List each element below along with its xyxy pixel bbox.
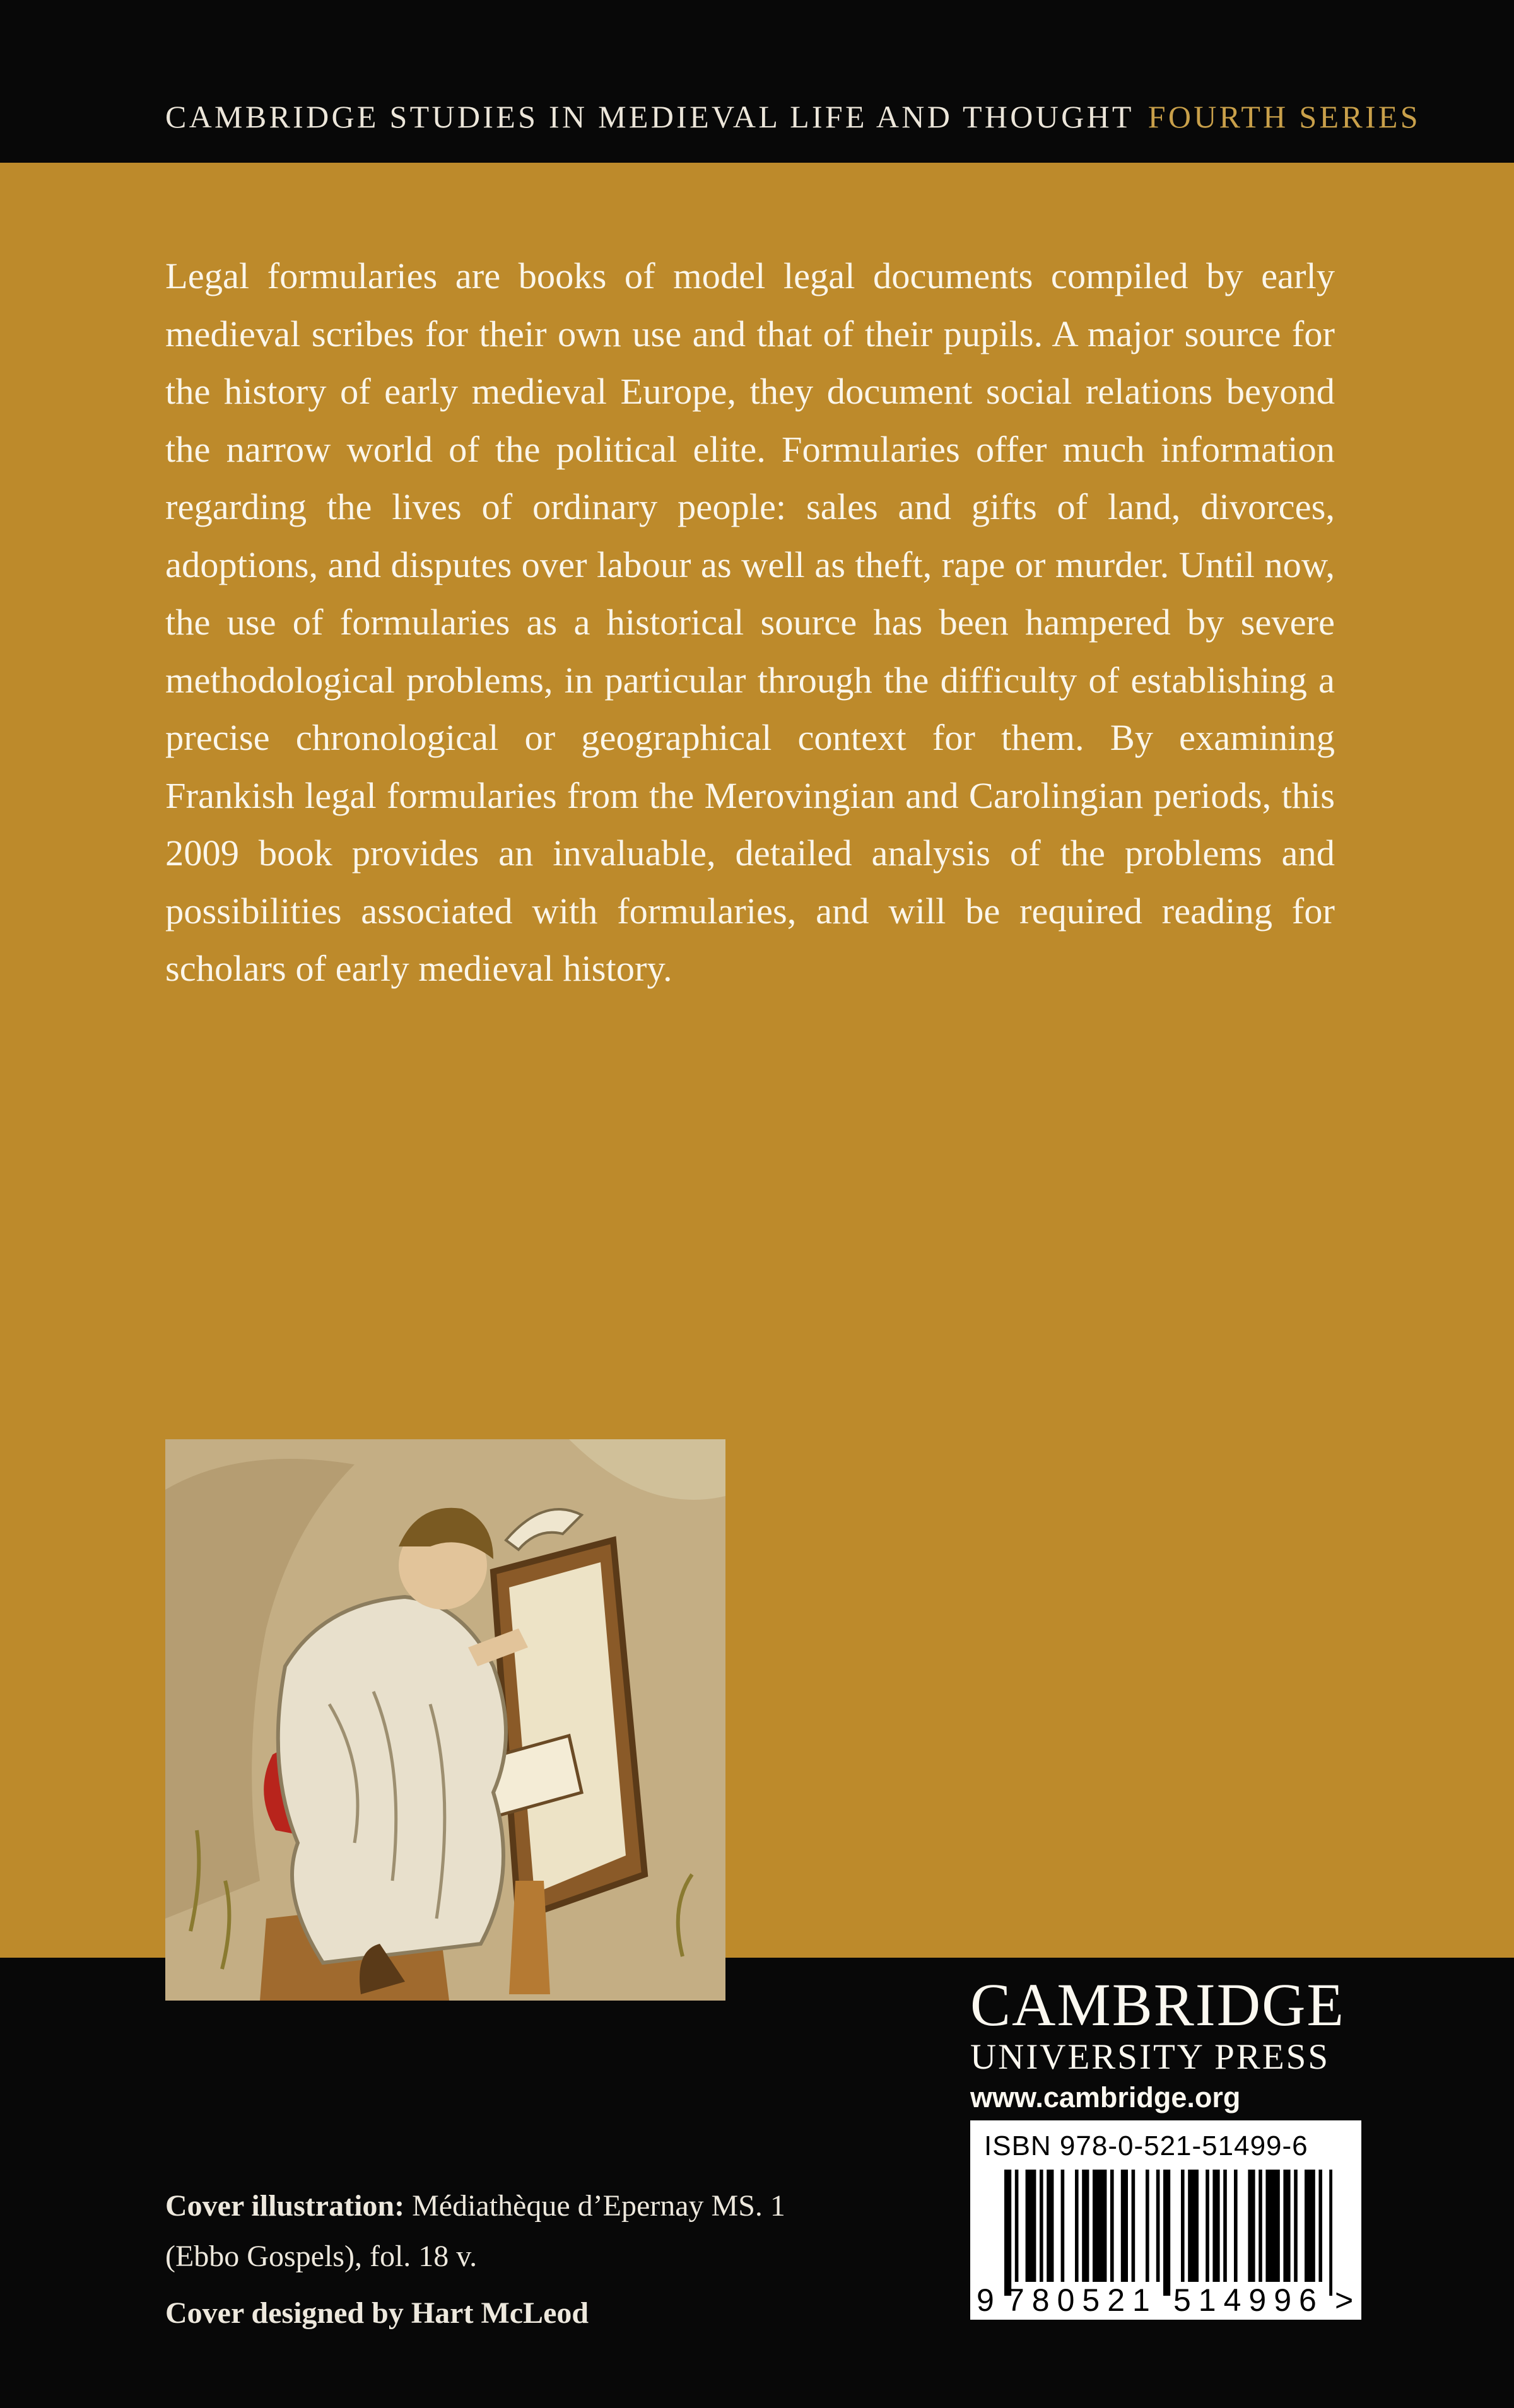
series-subtitle: FOURTH SERIES — [1147, 99, 1421, 134]
barcode-bar — [1082, 2170, 1089, 2282]
barcode-bar — [1329, 2170, 1332, 2296]
barcode-bar — [1223, 2170, 1227, 2282]
barcode-left-digits: 780521 — [1007, 2282, 1158, 2318]
barcode-bar — [1206, 2170, 1209, 2282]
barcode-bar — [1181, 2170, 1185, 2282]
isbn-label: ISBN 978-0-521-51499-6 — [984, 2130, 1308, 2161]
barcode-bar — [1121, 2170, 1128, 2282]
barcode-bar — [1248, 2170, 1255, 2282]
blurb-text: Legal formularies are books of model legal documents compiled by early medieval scribes for their own use and that of their pupils. A major source for the history of early medieval Europe, they document social relations beyond the narrow world of the political elite. Formularies offer much information regarding the lives of ordinary people: sales and gifts of land, divorces, adoptions, and disputes over labour as well as theft, rape or murder. Until now, the use of formularies as a historical source has been hampered by severe methodological problems, in particular through the difficulty of establishing a precise chronological or geographical context for them. By examining Frankish legal formularies from the Merovingian and Carolingian periods, this 2009 book provides an invaluable, detailed analysis of the problems and possibilities associated with formularies, and will be required reading for scholars of early medieval history. — [165, 255, 1335, 989]
designer-credit: Cover designed by Hart McLeod — [165, 2296, 589, 2330]
illustration-credit-folio: (Ebbo Gospels), fol. 18 v. — [165, 2240, 478, 2273]
series-line — [165, 98, 1490, 136]
series-title: CAMBRIDGE STUDIES IN MEDIEVAL LIFE AND THOUGHT — [165, 99, 1134, 134]
publisher-name: CAMBRIDGE — [970, 1971, 1346, 2038]
barcode-bar — [1040, 2170, 1043, 2282]
barcode-bar — [1318, 2170, 1322, 2282]
barcode-bar — [1093, 2170, 1106, 2282]
barcode-bar — [1110, 2170, 1114, 2282]
isbn-barcode — [970, 2120, 1361, 2320]
barcode-bar — [1047, 2170, 1053, 2282]
barcode-bar — [1132, 2170, 1136, 2282]
barcode-quiet-mark: > — [1335, 2282, 1354, 2318]
barcode-bar — [1004, 2170, 1011, 2296]
barcode-bar — [1259, 2170, 1262, 2282]
cover-illustration — [165, 1439, 725, 2001]
illustration-credit — [165, 2189, 785, 2224]
publisher-subtitle: UNIVERSITY PRESS — [970, 2037, 1330, 2077]
barcode-first-digit: 9 — [977, 2282, 994, 2318]
publisher-logo — [970, 1970, 1361, 2115]
barcode-bar — [1188, 2170, 1199, 2282]
barcode-bar — [1075, 2170, 1079, 2282]
barcode-bar — [1283, 2170, 1290, 2282]
barcode-right-digits: 514996 — [1173, 2282, 1324, 2318]
barcode-bar — [1061, 2170, 1065, 2282]
barcode-bar — [1156, 2170, 1160, 2282]
evangelist-miniature-image — [165, 1439, 725, 2001]
illustration-credit-label: Cover illustration: — [165, 2189, 405, 2223]
barcode-bar — [1026, 2170, 1036, 2282]
barcode-bar — [1305, 2170, 1315, 2282]
barcode-bar — [1234, 2170, 1238, 2282]
barcode-bar — [1212, 2170, 1219, 2282]
barcode-bar — [1163, 2170, 1170, 2296]
barcode-bar — [1294, 2170, 1298, 2282]
illustration-credit-source: Médiathèque d’Epernay MS. 1 — [412, 2189, 785, 2223]
barcode-bar — [1265, 2170, 1279, 2282]
publisher-url: www.cambridge.org — [970, 2081, 1241, 2113]
top-band — [0, 0, 1514, 163]
barcode-bar — [1015, 2170, 1019, 2282]
barcode-bar — [1146, 2170, 1149, 2282]
